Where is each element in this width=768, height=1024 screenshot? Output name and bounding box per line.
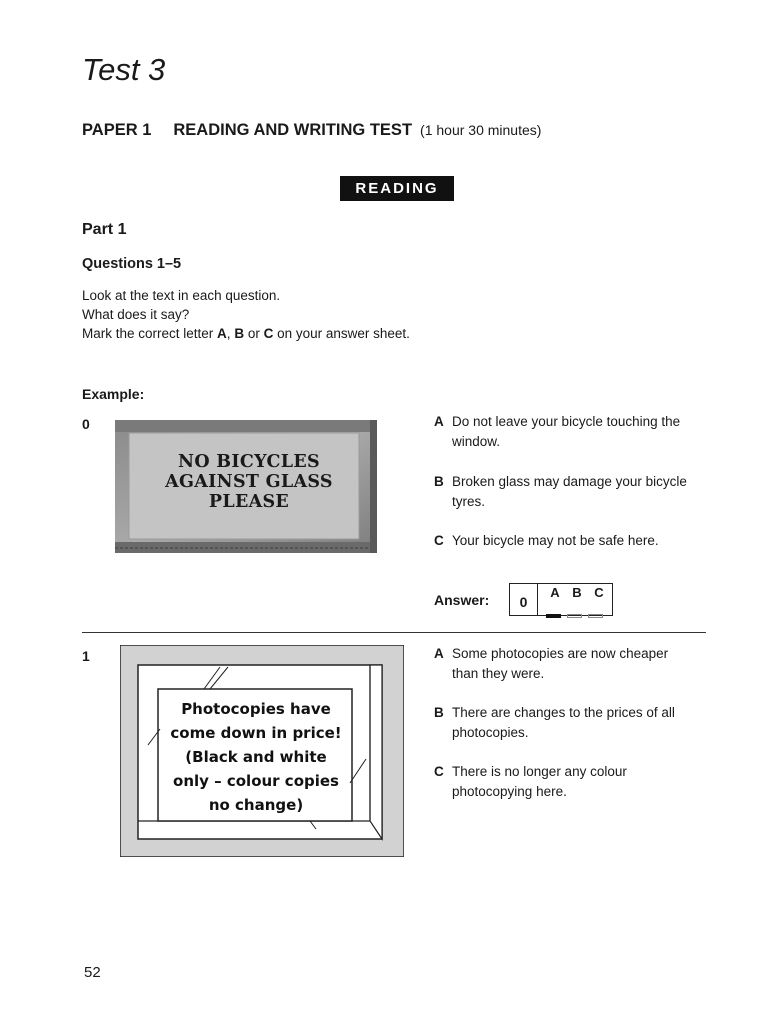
- option-letter: A: [434, 646, 444, 661]
- instruction-line-2: What does it say?: [82, 307, 190, 322]
- answer-marks: [546, 605, 609, 623]
- option-letter: B: [434, 474, 444, 489]
- example-option-a: A Do not leave your bicycle touching the window.: [434, 414, 681, 449]
- answer-label: Answer:: [434, 592, 490, 608]
- instruction-mark-line: Mark the correct letter A, B or C on your answer sheet.: [82, 326, 410, 341]
- answer-letters: A B C: [550, 585, 604, 600]
- instruction-line-1: Look at the text in each question.: [82, 288, 281, 303]
- example-sign-text: [134, 452, 364, 512]
- paper-name: READING AND WRITING TEST: [173, 121, 413, 139]
- paper-label: PAPER 1: [82, 121, 152, 139]
- answer-mark-a: [546, 614, 561, 618]
- question-number: 1: [82, 648, 90, 664]
- sign-line: (Black and white: [185, 748, 327, 766]
- paper-heading: [82, 121, 541, 140]
- answer-grid: [509, 583, 613, 616]
- sign-line: PLEASE: [208, 492, 290, 512]
- test-title: Test 3: [82, 52, 166, 87]
- questions-range: Questions 1–5: [82, 256, 182, 272]
- answer-mark-c: [588, 614, 603, 618]
- question1-sign-text: [160, 697, 352, 817]
- option-letter: B: [434, 705, 444, 720]
- question1-option-a: A Some photocopies are now cheaper than they were.: [434, 646, 669, 681]
- sign-line: Photocopies have: [181, 700, 331, 718]
- question1-option-b: B There are changes to the prices of all photocopies.: [434, 705, 675, 740]
- option-letter: A: [434, 414, 444, 429]
- answer-number: 0: [510, 584, 538, 615]
- section-badge: READING: [340, 176, 454, 201]
- sign-line: only – colour copies: [173, 772, 339, 790]
- part-title: Part 1: [82, 221, 127, 238]
- sign-line: come down in price!: [170, 724, 342, 742]
- page-number: 52: [84, 964, 101, 981]
- option-letter: C: [434, 533, 444, 548]
- sign-line: AGAINST GLASS: [165, 472, 333, 492]
- paper-duration: (1 hour 30 minutes): [420, 122, 542, 138]
- example-label: Example:: [82, 386, 145, 402]
- question1-option-c: C There is no longer any colour photocopying here.: [434, 764, 627, 799]
- answer-mark-b: [567, 614, 582, 618]
- example-option-b: B Broken glass may damage your bicycle tyres.: [434, 474, 687, 509]
- sign-line: no change): [208, 796, 304, 814]
- example-option-c: C Your bicycle may not be safe here.: [434, 531, 714, 551]
- sign-line: NO BICYCLES: [178, 452, 320, 472]
- section-divider: [82, 632, 706, 633]
- example-number: 0: [82, 416, 90, 432]
- option-letter: C: [434, 764, 444, 779]
